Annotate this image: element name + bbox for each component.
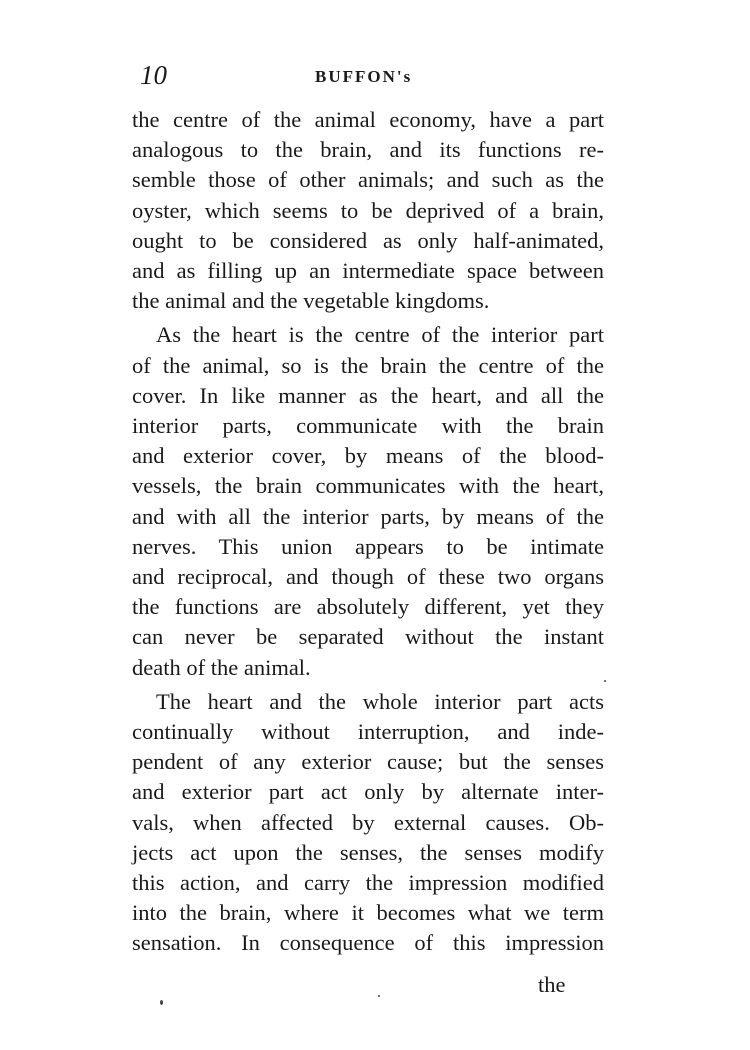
text-line: interior parts, communicate with the brain <box>132 413 604 439</box>
text-line: continually without interruption, and inde- <box>132 719 604 745</box>
running-title: BUFFON's <box>315 67 413 86</box>
text-line: analogous to the brain, and its functions re- <box>132 137 604 163</box>
ink-speck <box>378 995 380 997</box>
text-line: can never be separated without the instant <box>132 624 604 650</box>
text-line: nerves. This union appears to be intimate <box>132 533 604 559</box>
running-head <box>140 58 600 92</box>
text-line: and exterior cover, by means of the blood- <box>132 443 604 469</box>
text-line: jects act upon the senses, the senses modify <box>132 839 604 865</box>
text-line: cover. In like manner as the heart, and all the <box>132 382 604 408</box>
text-line: and as filling up an intermediate space between <box>132 258 604 284</box>
text-line: into the brain, where it becomes what we term <box>132 900 604 926</box>
ink-speck <box>160 1000 163 1005</box>
text-line: As the heart is the centre of the interior part <box>156 322 604 348</box>
text-line: oyster, which seems to be deprived of a brain, <box>132 197 604 223</box>
text-line: this action, and carry the impression modified <box>132 870 604 896</box>
body-text <box>132 105 604 959</box>
text-line: vessels, the brain communicates with the heart, <box>132 473 604 499</box>
text-line: death of the animal. <box>132 654 311 680</box>
text-line: sensation. In consequence of this impression <box>132 930 604 956</box>
text-line: The heart and the whole interior part acts <box>156 688 604 714</box>
text-line: and with all the interior parts, by means of the <box>132 503 604 529</box>
text-line: the centre of the animal economy, have a part <box>132 107 604 132</box>
text-line: vals, when affected by external causes. Ob- <box>132 809 604 835</box>
catchword: the <box>538 972 566 997</box>
text-line: of the animal, so is the brain the centre of the <box>132 352 604 378</box>
text-line: pendent of any exterior cause; but the senses <box>132 749 604 775</box>
text-line: semble those of other animals; and such as the <box>132 167 604 193</box>
text-line: and reciprocal, and though of these two organs <box>132 564 604 590</box>
text-line: the animal and the vegetable kingdoms. <box>132 288 490 314</box>
ink-speck <box>604 680 606 682</box>
text-line: ought to be considered as only half-animated, <box>132 227 604 253</box>
text-line: the functions are absolutely different, yet they <box>132 594 604 620</box>
text-line: and exterior part act only by alternate inter- <box>132 779 604 805</box>
page-number: 10 <box>140 60 167 90</box>
